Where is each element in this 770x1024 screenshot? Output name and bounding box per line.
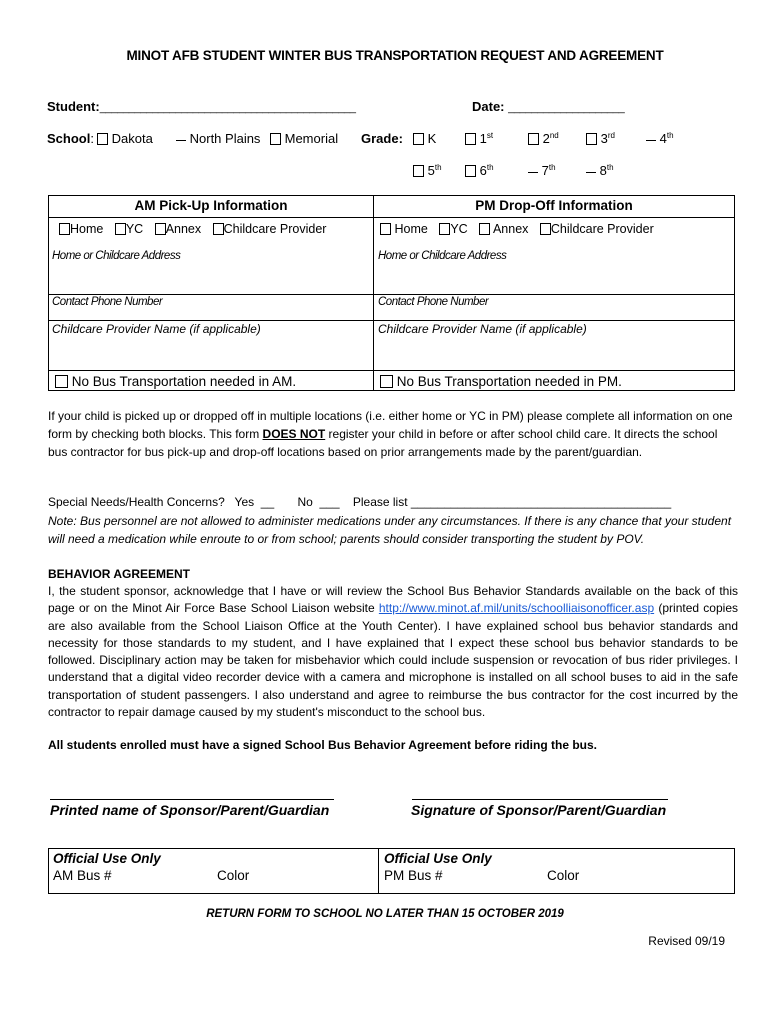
pm-home-checkbox[interactable]: [380, 223, 391, 235]
pm-annex-checkbox[interactable]: [479, 223, 490, 235]
table-divider: [373, 196, 374, 390]
printed-name-label: Printed name of Sponsor/Parent/Guardian: [50, 802, 330, 818]
am-no-bus-option[interactable]: [55, 374, 296, 389]
grade-option-4[interactable]: [646, 131, 674, 146]
dakota-label: Dakota: [111, 131, 153, 146]
grade-6-label: 6th: [479, 163, 494, 178]
school-colon: :: [90, 131, 94, 146]
pm-options: [380, 222, 662, 236]
grade-option-3[interactable]: [586, 131, 615, 146]
pm-option-yc[interactable]: [439, 222, 467, 236]
behavior-paragraph: [48, 583, 738, 721]
pm-bus-number-field[interactable]: PM Bus #: [384, 868, 443, 883]
official-use-right-header: Official Use Only: [384, 851, 492, 866]
pm-childcare-checkbox[interactable]: [540, 223, 551, 235]
grade-5-checkbox[interactable]: [413, 165, 424, 177]
date-label: Date:: [472, 99, 505, 114]
student-row: [47, 99, 356, 114]
grade-3-checkbox[interactable]: [586, 133, 597, 145]
pm-yc-checkbox[interactable]: [439, 223, 450, 235]
am-no-bus-checkbox[interactable]: [55, 375, 68, 388]
printed-name-line[interactable]: [50, 799, 334, 800]
instructions-paragraph: [48, 407, 738, 461]
school-liaison-link[interactable]: http://www.minot.af.mil/units/schoolliaisonofficer.asp: [378, 601, 655, 616]
grade-option-2[interactable]: [528, 131, 559, 146]
grade-k-checkbox[interactable]: [413, 133, 424, 145]
medication-note: Note: Bus personnel are not allowed to administer medications under any circumstances. If there is any chance that your student will need a medication while enroute to or from school; parents should consider transporting the student by POV.: [48, 514, 732, 546]
transportation-table: [48, 195, 735, 391]
pm-option-childcare[interactable]: [540, 222, 654, 236]
am-childcare-checkbox[interactable]: [213, 223, 224, 235]
pm-phone-field[interactable]: Contact Phone Number: [378, 296, 489, 308]
am-home-label: Home: [70, 222, 104, 236]
grade-k-label: K: [427, 131, 437, 146]
table-address-rule: [49, 294, 734, 295]
grade-option-7[interactable]: [528, 163, 556, 178]
pm-option-home[interactable]: [380, 222, 428, 236]
pm-header: PM Drop-Off Information: [475, 198, 633, 213]
grade-7-label: 7th: [541, 163, 556, 178]
school-label: School: [47, 131, 91, 146]
am-address-field[interactable]: Home or Childcare Address: [52, 250, 181, 262]
am-no-bus-label: No Bus Transportation needed in AM.: [71, 374, 297, 389]
grade-8-label: 8th: [599, 163, 614, 178]
am-option-home[interactable]: [59, 222, 103, 236]
grade-7-checkbox[interactable]: [528, 172, 538, 173]
instructions-text-end: register your child in before or after school child care. It directs the school bus contractor for bus pick-up and drop-off locations based on prior arrangements made by the parent/guardian.: [48, 427, 718, 459]
behavior-heading: BEHAVIOR AGREEMENT: [48, 567, 191, 581]
school-option-dakota[interactable]: [97, 131, 153, 146]
date-row: [472, 99, 625, 114]
student-field[interactable]: ____________________________________________: [99, 102, 356, 114]
am-bus-number-field[interactable]: AM Bus #: [53, 868, 112, 883]
return-deadline: RETURN FORM TO SCHOOL NO LATER THAN 15 OCTOBER 2019: [206, 908, 564, 920]
memorial-checkbox[interactable]: [270, 133, 281, 145]
table-header-rule: [49, 217, 734, 218]
pm-annex-label: Annex: [492, 222, 529, 236]
am-option-annex[interactable]: [155, 222, 201, 236]
grade-8-checkbox[interactable]: [586, 172, 596, 173]
school-option-memorial[interactable]: [270, 131, 338, 146]
grade-1-label: 1st: [479, 131, 494, 146]
official-use-left-header: Official Use Only: [53, 851, 161, 866]
instructions-text-start: If your child is picked up or dropped off in multiple locations (i.e. either home or YC in PM) please complete all information on one form by checking both blocks. This form: [48, 409, 733, 441]
pm-yc-label: YC: [450, 222, 468, 236]
school-option-north-plains[interactable]: [176, 131, 260, 146]
grade-option-6[interactable]: [465, 163, 494, 178]
grade-6-checkbox[interactable]: [465, 165, 476, 177]
pm-bus-color-field[interactable]: Color: [547, 868, 580, 883]
revision-date: Revised 09/19: [648, 934, 725, 948]
table-phone-rule: [49, 320, 734, 321]
north-plains-label: North Plains: [189, 131, 261, 146]
pm-home-label: Home: [394, 222, 428, 236]
official-divider: [378, 849, 379, 893]
dakota-checkbox[interactable]: [97, 133, 108, 145]
am-home-checkbox[interactable]: [59, 223, 70, 235]
am-childcare-label: Childcare Provider: [223, 222, 327, 236]
memorial-label: Memorial: [284, 131, 339, 146]
am-provider-field[interactable]: Childcare Provider Name (if applicable): [52, 322, 261, 336]
grade-option-5[interactable]: [413, 163, 442, 178]
pm-provider-field[interactable]: Childcare Provider Name (if applicable): [378, 322, 587, 336]
signature-label: Signature of Sponsor/Parent/Guardian: [411, 802, 667, 818]
am-option-yc[interactable]: [115, 222, 143, 236]
grade-1-checkbox[interactable]: [465, 133, 476, 145]
am-option-childcare[interactable]: [213, 222, 327, 236]
grade-2-checkbox[interactable]: [528, 133, 539, 145]
school-label-group: [47, 131, 94, 146]
signature-line[interactable]: [412, 799, 668, 800]
am-yc-label: YC: [125, 222, 144, 236]
pm-childcare-label: Childcare Provider: [550, 222, 654, 236]
grade-option-1[interactable]: [465, 131, 493, 146]
grade-option-k[interactable]: [413, 131, 436, 146]
pm-option-annex[interactable]: [479, 222, 528, 236]
north-plains-checkbox[interactable]: [176, 140, 186, 141]
table-provider-rule: [49, 370, 734, 371]
am-header: AM Pick-Up Information: [134, 198, 288, 213]
grade-4-checkbox[interactable]: [646, 140, 656, 141]
am-phone-field[interactable]: Contact Phone Number: [52, 296, 163, 308]
am-yc-checkbox[interactable]: [115, 223, 126, 235]
official-use-box: [48, 848, 735, 894]
pm-no-bus-label: No Bus Transportation needed in PM.: [396, 374, 622, 389]
all-students-notice: All students enrolled must have a signed School Bus Behavior Agreement before riding the bus.: [48, 738, 597, 752]
grade-3-label: 3rd: [600, 131, 615, 146]
am-annex-checkbox[interactable]: [155, 223, 166, 235]
pm-no-bus-option[interactable]: [380, 374, 622, 389]
pm-no-bus-checkbox[interactable]: [380, 375, 393, 388]
special-needs-row[interactable]: Special Needs/Health Concerns? Yes __ No ___ Please list _______________________________________: [48, 495, 672, 509]
pm-address-field[interactable]: Home or Childcare Address: [378, 250, 507, 262]
grade-2-label: 2nd: [542, 131, 559, 146]
am-options: [59, 222, 334, 236]
behavior-text-end: (printed copies are also available from the School Liaison Office at the Youth Center). I have explained school bus behavior standards and necessity for those standards to my student, and I have explained that I expect these school bus behavior standards to be followed. Disciplinary action may be taken for misbehavior which could include suspension or revocation of bus rider privileges. I understand that a digital video recorder device with a camera and microphone is installed on all school buses to aid in the safe transportation of student passengers. I also understand and agree to reimburse the bus contractor for the cost incurred by the contractor to repair damage caused by my student's misconduct to the school bus.: [48, 601, 738, 720]
am-bus-color-field[interactable]: Color: [217, 868, 250, 883]
grade-4-label: 4th: [659, 131, 674, 146]
grade-label: Grade:: [361, 131, 403, 146]
behavior-text-start: I, the student sponsor, acknowledge that I have or will review the School Bus Behavior Standards available on the back of this page or on the Minot Air Force Base School Liaison website: [48, 584, 738, 616]
grade-option-8[interactable]: [586, 163, 614, 178]
student-label: Student:: [47, 99, 100, 114]
grade-5-label: 5th: [427, 163, 442, 178]
date-field[interactable]: ____________________: [508, 102, 625, 114]
am-annex-label: Annex: [165, 222, 202, 236]
form-title: MINOT AFB STUDENT WINTER BUS TRANSPORTATION REQUEST AND AGREEMENT: [126, 48, 664, 63]
does-not-emphasis: DOES NOT: [262, 427, 326, 441]
